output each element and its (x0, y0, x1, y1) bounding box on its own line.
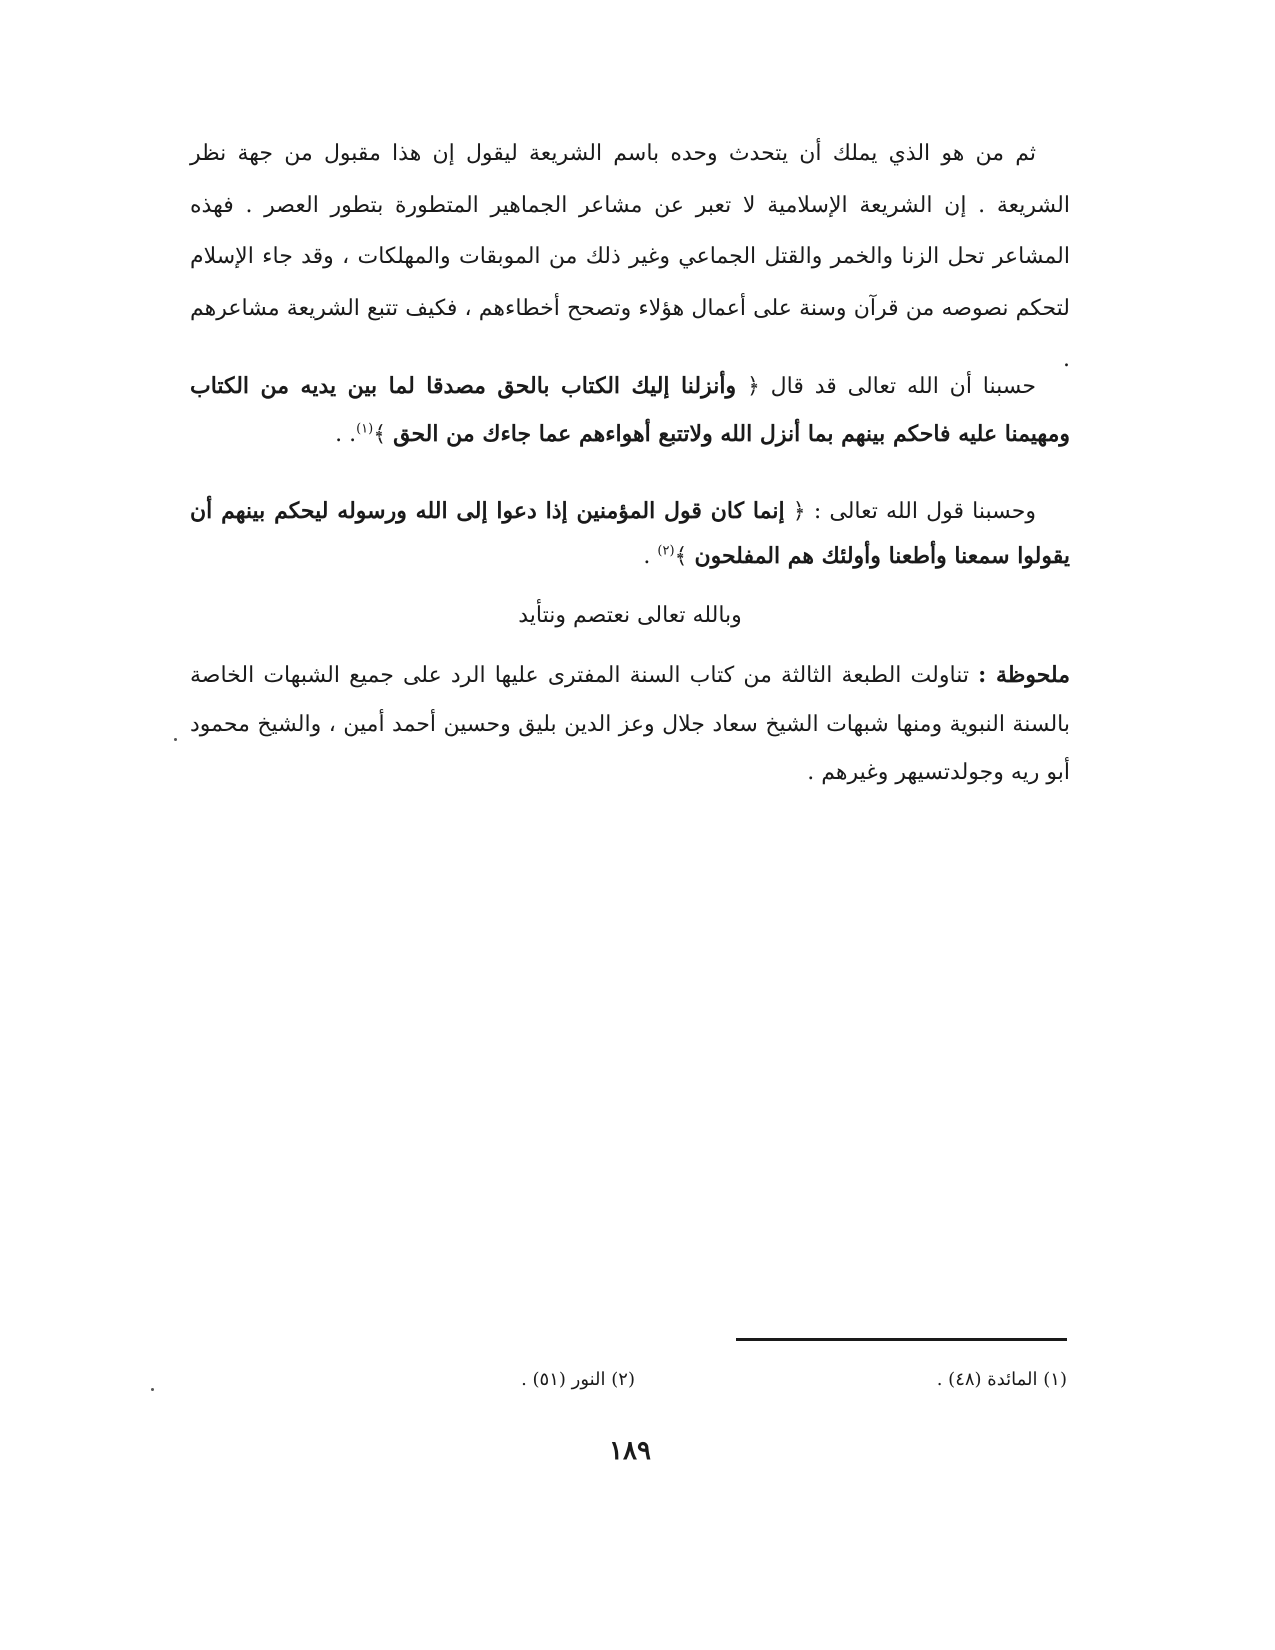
paragraph-2-intro: حسبنا أن الله تعالى قد قال (770, 374, 1036, 399)
verse-close-bracket: ﴾ (373, 421, 387, 447)
quran-verse-2: إنما كان قول المؤمنين إذا دعوا إلى الله ورسوله ليحكم بينهم أن يقولوا سمعنا وأطعنا وأولئك هم المفلحون (190, 498, 1070, 569)
paragraph-1 (190, 128, 1070, 386)
paragraph-3-ending: . (643, 544, 651, 569)
note-paragraph (190, 651, 1070, 798)
footnote-2: (٢) النور (٥١) . (521, 1369, 635, 1390)
footnote-ref-2: (٢) (657, 543, 675, 559)
footnote-ref-1: (١) (356, 421, 374, 437)
closing-line: وبالله تعالى نعتصم ونتأيد (518, 603, 742, 628)
paragraph-3 (190, 489, 1070, 579)
paragraph-2 (190, 363, 1070, 458)
verse-open-bracket: ﴿ (792, 499, 806, 524)
quran-verse-1: وأنزلنا إليك الكتاب بالحق مصدقا لما بين يديه من الكتاب ومهيمنا عليه فاحكم بينهم بما أنزل الله ولاتتبع أهواءهم عما جاءك من الحق (190, 373, 1070, 447)
verse-close-bracket: ﴾ (674, 544, 688, 569)
footnote-divider (736, 1338, 1067, 1341)
footnote-1: (١) المائدة (٤٨) . (936, 1369, 1067, 1390)
scan-speck (174, 738, 177, 741)
note-text: تناولت الطبعة الثالثة من كتاب السنة المفترى عليها الرد على جميع الشبهات الخاصة بالسنة النبوية ومنها شبهات الشيخ سعاد جلال وعز الدين بليق وحسين أحمد أمين ، والشيخ محمود أبو ريه وجولدتسيهر وغيرهم . (190, 663, 1070, 785)
note-label: ملحوظة : (978, 662, 1070, 688)
scan-speck (151, 1388, 154, 1391)
verse-open-bracket: ﴿ (746, 374, 760, 399)
paragraph-3-intro: وحسبنا قول الله تعالى : (813, 499, 1036, 524)
paragraph-2-ending: . . (335, 421, 357, 447)
page-number: ١٨٩ (609, 1436, 651, 1466)
paragraph-1-text: ثم من هو الذي يملك أن يتحدث وحده باسم الشريعة ليقول إن هذا مقبول من جهة نظر الشريعة . إن الشريعة الإسلامية لا تعبر عن مشاعر الجماهير المتطورة بتطور العصر . فهذه المشاعر تحل الزنا والخمر والقتل الجماعي وغير ذلك من الموبقات والمهلكات ، وقد جاء الإسلام لتحكم نصوصه من قرآن وسنة على أعمال هؤلاء وتصحح أخطاءهم ، فكيف تتبع الشريعة مشاعرهم . (190, 141, 1070, 372)
